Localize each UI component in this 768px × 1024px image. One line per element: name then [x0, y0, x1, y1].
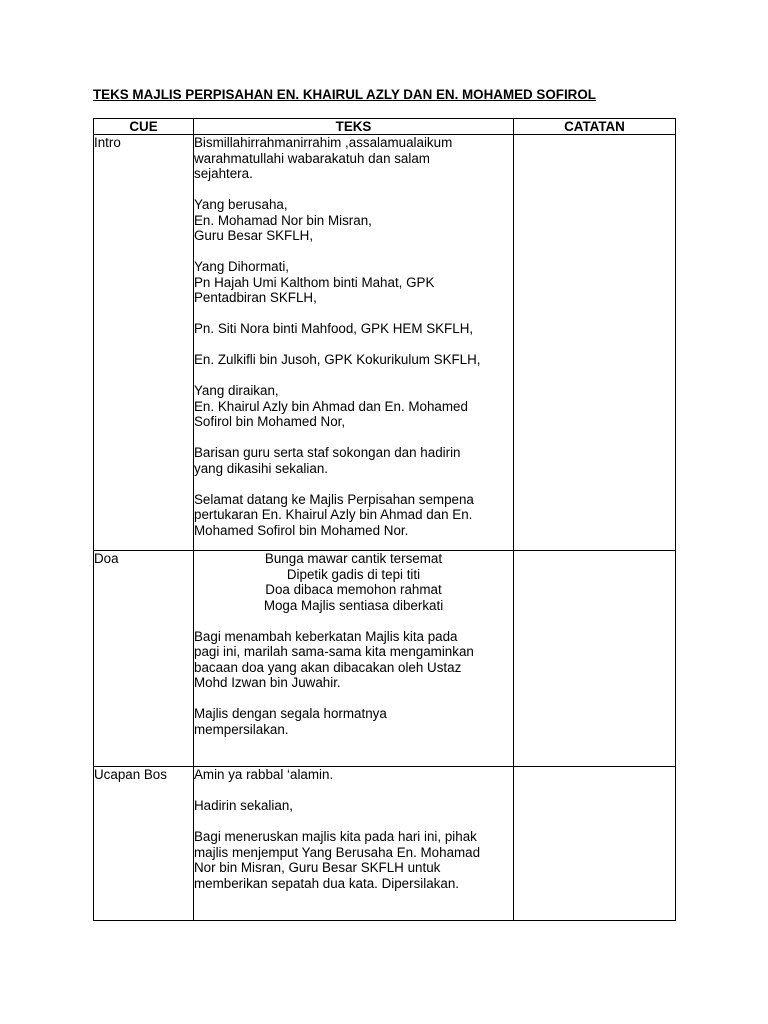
text-line: Pentadbiran SKFLH, — [194, 290, 317, 305]
document-title: TEKS MAJLIS PERPISAHAN EN. KHAIRUL AZLY DAN EN. MOHAMED SOFIROL — [93, 87, 596, 102]
text-line: Amin ya rabbal ‘alamin. — [194, 767, 334, 782]
paragraph — [194, 829, 513, 891]
paragraph — [194, 383, 513, 430]
pantun-line: Doa dibaca memohon rahmat — [265, 582, 442, 597]
text-line: Mohamed Sofirol bin Mohamed Nor. — [194, 522, 409, 538]
text-line: pagi ini, marilah sama-sama kita mengaminkan — [194, 644, 474, 659]
table-header-row — [94, 119, 676, 135]
text-line: Mohd Izwan bin Juwahir. — [194, 675, 341, 690]
header-teks: TEKS — [194, 119, 514, 135]
teks-cell — [194, 767, 514, 921]
teks-cell — [194, 135, 514, 551]
paragraph — [194, 259, 513, 306]
paragraph — [194, 706, 513, 737]
text-line: Nor bin Misran, Guru Besar SKFLH untuk — [194, 860, 441, 875]
cue-cell: Ucapan Bos — [94, 767, 194, 921]
pantun-line: Moga Majlis sentiasa diberkati — [263, 597, 444, 613]
text-line: Bagi meneruskan majlis kita pada hari ini, pihak — [194, 829, 477, 844]
text-line: Pn Hajah Umi Kalthom binti Mahat, GPK — [194, 274, 435, 290]
paragraph — [194, 352, 513, 368]
text-line: Majlis dengan segala hormatnya — [194, 706, 387, 721]
paragraph — [194, 798, 513, 814]
text-line: Yang berusaha, — [194, 197, 288, 212]
text-line: sejahtera. — [194, 166, 253, 181]
catatan-cell — [514, 551, 676, 767]
text-line: Pn. Siti Nora binti Mahfood, GPK HEM SKFLH, — [194, 321, 474, 336]
text-line: En. Mohamad Nor bin Misran, — [194, 212, 372, 228]
pantun-verse — [194, 551, 513, 613]
paragraph — [194, 321, 513, 337]
table-row-ucapan-bos — [94, 767, 676, 921]
cue-cell: Doa — [94, 551, 194, 767]
text-line: warahmatullahi wabarakatuh dan salam — [194, 150, 430, 166]
text-line: mempersilakan. — [194, 721, 289, 737]
script-table — [93, 118, 676, 921]
text-line: yang dikasihi sekalian. — [194, 460, 328, 476]
paragraph — [194, 197, 513, 244]
table-row-doa — [94, 551, 676, 767]
teks-cell — [194, 551, 514, 767]
text-line: memberikan sepatah dua kata. Dipersilakan. — [194, 875, 459, 891]
paragraph — [194, 445, 513, 476]
text-line: Barisan guru serta staf sokongan dan hadirin — [194, 445, 461, 460]
text-line: Hadirin sekalian, — [194, 798, 293, 813]
text-line: Yang diraikan, — [194, 383, 279, 398]
text-line: En. Zulkifli bin Jusoh, GPK Kokurikulum SKFLH, — [194, 352, 481, 367]
table-row-intro — [94, 135, 676, 551]
pantun-line: Dipetik gadis di tepi titi — [286, 566, 421, 582]
text-line: Guru Besar SKFLH, — [194, 228, 314, 243]
text-line: Bagi menambah keberkatan Majlis kita pada — [194, 628, 458, 644]
paragraph — [194, 767, 513, 783]
text-line: majlis menjemput Yang Berusaha En. Mohamad — [194, 844, 481, 860]
text-line: Selamat datang ke Majlis Perpisahan sempena — [194, 491, 474, 507]
cue-cell: Intro — [94, 135, 194, 551]
header-catatan: CATATAN — [514, 119, 676, 135]
text-line: Bismillahirrahmanirrahim ,assalamualaikum — [194, 135, 453, 150]
catatan-cell — [514, 135, 676, 551]
paragraph — [194, 135, 513, 182]
text-line: Sofirol bin Mohamed Nor, — [194, 414, 346, 429]
header-cue: CUE — [94, 119, 194, 135]
catatan-cell — [514, 767, 676, 921]
paragraph — [194, 492, 513, 539]
text-line: Yang Dihormati, — [194, 259, 290, 274]
pantun-line: Bunga mawar cantik tersemat — [264, 551, 443, 566]
paragraph — [194, 629, 513, 691]
text-line: En. Khairul Azly bin Ahmad dan En. Mohamed — [194, 398, 468, 414]
text-line: bacaan doa yang akan dibacakan oleh Ustaz — [194, 659, 462, 675]
text-line: pertukaran En. Khairul Azly bin Ahmad dan En. — [194, 507, 473, 522]
